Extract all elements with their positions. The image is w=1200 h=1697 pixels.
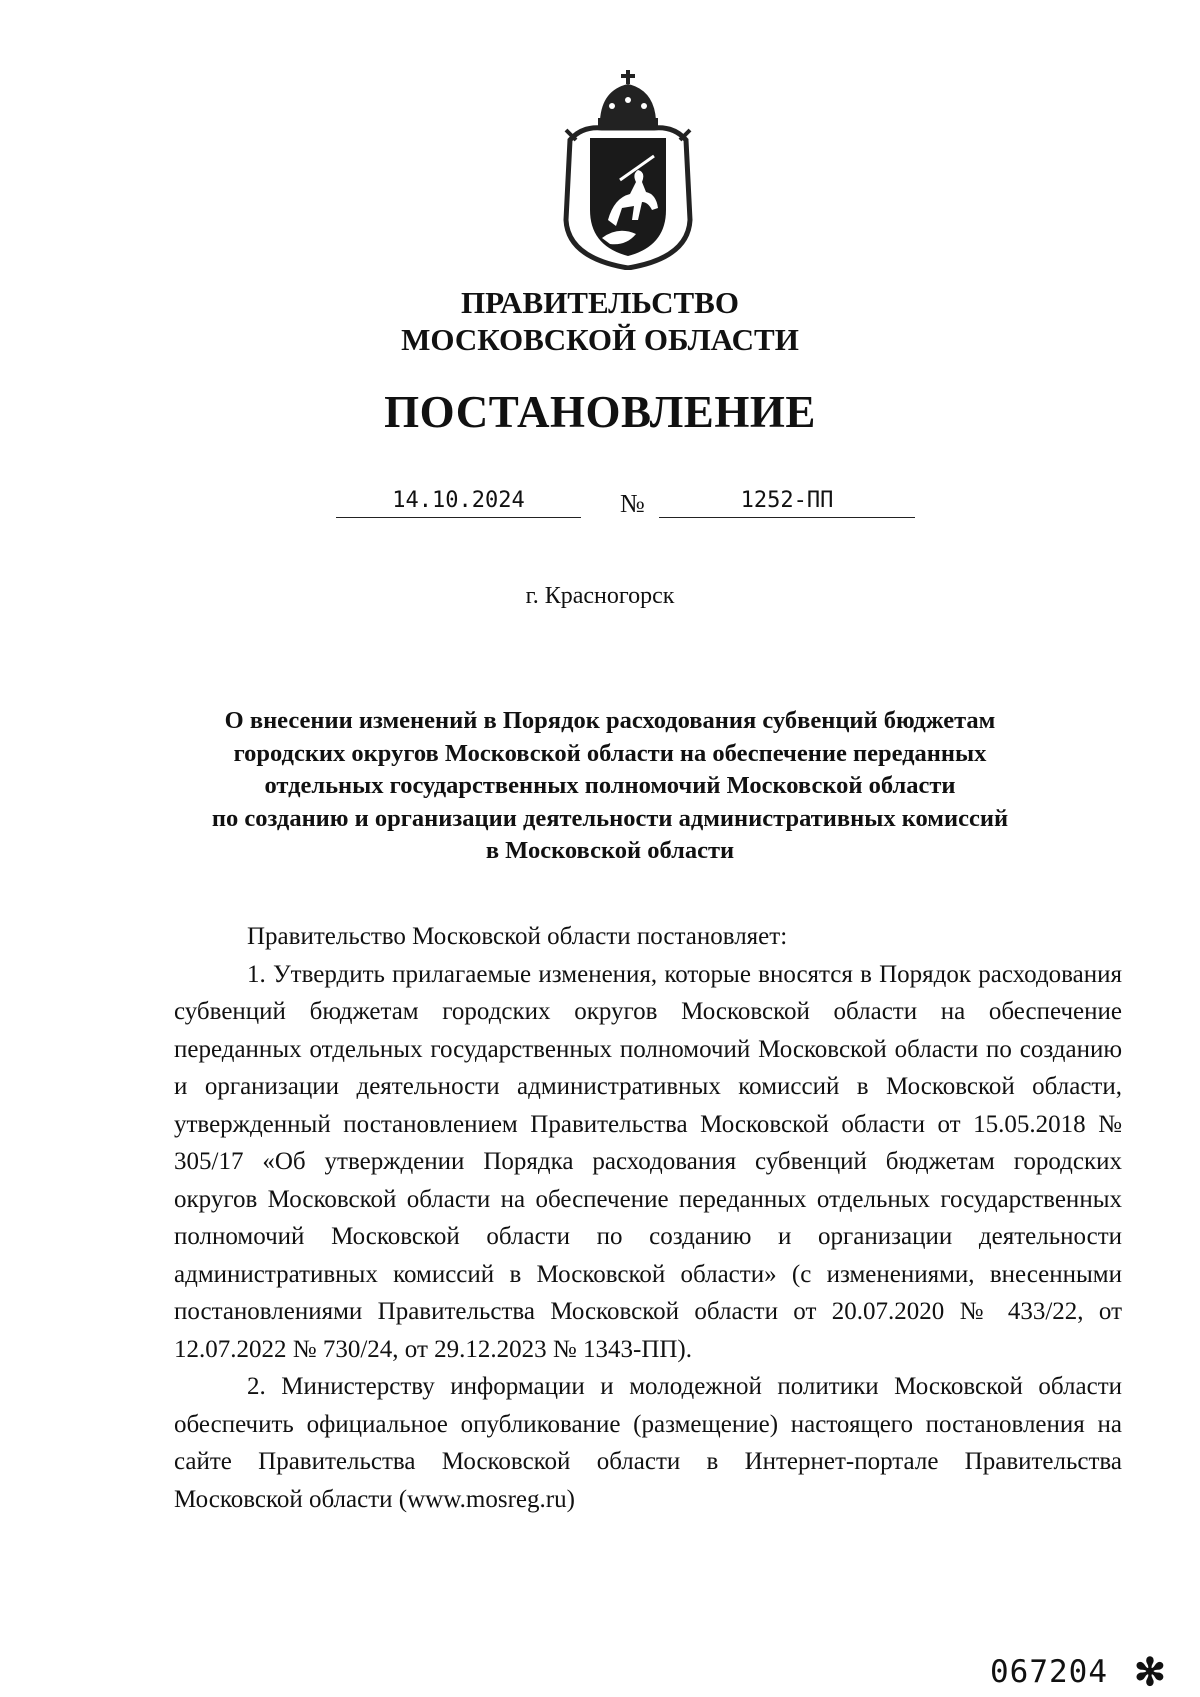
date-field (336, 487, 581, 518)
subject-line: отдельных государственных полномочий Московской области (264, 772, 956, 799)
document-number: 1252-ПП (740, 488, 834, 513)
document-type-title: ПОСТАНОВЛЕНИЕ (384, 387, 816, 437)
document-date: 14.10.2024 (392, 488, 525, 513)
government-name (0, 284, 1200, 358)
item-2-paragraph: 2. Министерству информации и молодежной политики Московской области обеспечить официальное опубликование (размещение) настоящего постановления на сайте Правительства Московской области в Интернет-портале Правительства Московской области (www.mosreg.ru) (174, 1373, 1122, 1513)
number-field (659, 487, 915, 518)
item-1-paragraph: 1. Утвердить прилагаемые изменения, которые вносятся в Порядок расходования субвенций бюджетам городских округов Московской области на обеспечение переданных отдельных государственных полномочий Московской области по созданию и организации деятельности административных комиссий в Московской области, утвержденный постановлением Правительства Московской области от 15.05.2018 № 305/17 «Об утверждении Порядка расходования субвенций бюджетам городских округов Московской области на обеспечение переданных отдельных государственных полномочий Московской области по созданию и организации деятельности административных комиссий в Московской области» (с изменениями, внесенными постановлениями Правительства Московской области от 20.07.2020 № 433/22, от 12.07.2022 № 730/24, от 29.12.2023 № 1343-ПП). (174, 960, 1122, 1363)
moscow-oblast-coat-of-arms-icon (562, 70, 694, 270)
city-of-issue: г. Красногорск (525, 583, 675, 609)
subject-line: О внесении изменений в Порядок расходования субвенций бюджетам (224, 707, 996, 734)
government-name-line1: ПРАВИТЕЛЬСТВО (461, 285, 739, 320)
subject-line: по созданию и организации деятельности административных комиссий (211, 804, 1009, 832)
serial-number: 067204 (990, 1654, 1108, 1690)
asterisk-mark: ✻ (1134, 1652, 1166, 1694)
government-name-line2: МОСКОВСКОЙ ОБЛАСТИ (401, 322, 799, 357)
subject-line: в Московской области (485, 837, 735, 864)
document-body (174, 918, 1122, 1518)
document-subject (150, 705, 1070, 868)
number-sign: № (620, 489, 645, 518)
subject-line: городских округов Московской области на обеспечение переданных (233, 739, 987, 767)
intro-paragraph: Правительство Московской области постановляет: (247, 923, 788, 950)
